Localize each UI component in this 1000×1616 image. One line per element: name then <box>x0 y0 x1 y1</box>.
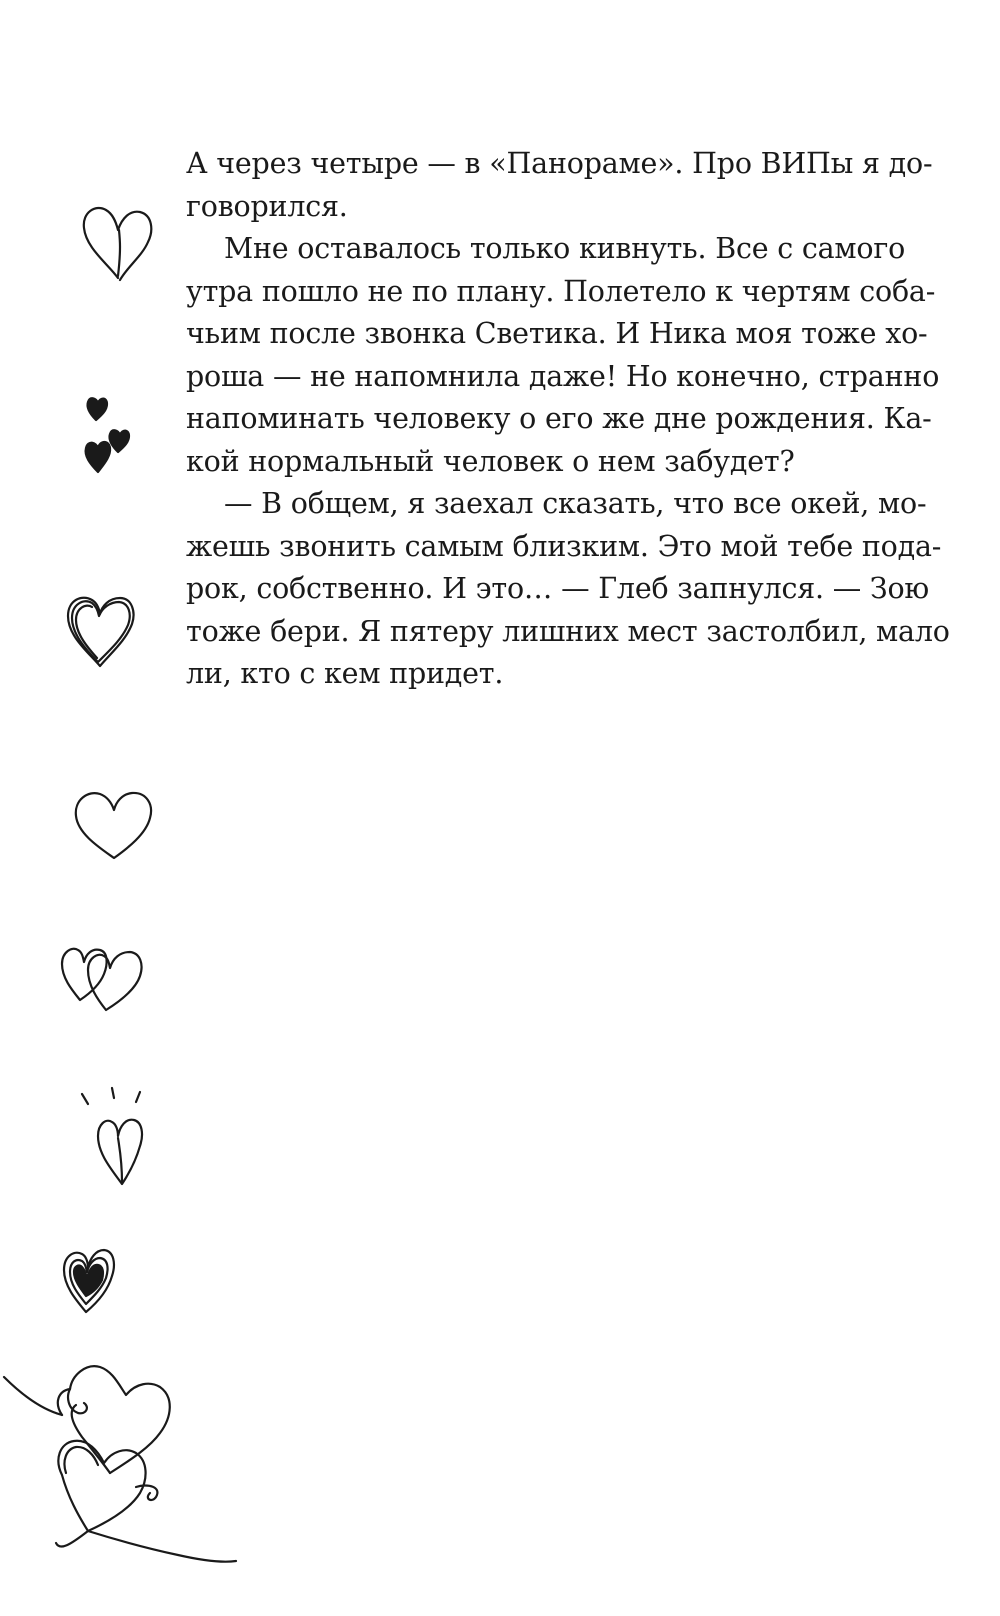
text-line: рок, собственно. И это… — Глеб запнулся. — Зою <box>186 572 930 605</box>
text-line: ли, кто с кем придет. <box>186 657 504 690</box>
double-stroke-heart-icon <box>62 590 138 672</box>
linked-hearts-string-icon <box>0 1355 240 1585</box>
scribble-filled-heart-icon <box>60 1240 118 1318</box>
text-line: кой нормальный человек о нем забудет? <box>186 444 795 478</box>
outline-heart-icon <box>72 788 156 864</box>
text-line: А через четыре — в «Панораме». Про ВИПы я до- <box>186 147 933 180</box>
three-small-filled-hearts-icon <box>80 394 140 478</box>
two-overlapping-hearts-icon <box>58 940 148 1016</box>
body-text <box>186 143 950 696</box>
outline-heart-icon <box>78 200 158 284</box>
text-line: говорился. <box>186 189 348 223</box>
text-line: жешь звонить самым близким. Это мой тебе пода- <box>186 529 942 563</box>
text-line: тоже бери. Я пятеру лишних мест застолбил, мало <box>186 614 950 648</box>
text-line: напоминать человеку о его же дне рождения. Ка- <box>186 402 932 435</box>
text-line: чьим после звонка Светика. И Ника моя тоже хо- <box>186 317 928 350</box>
text-line: — В общем, я заехал сказать, что все окей, мо- <box>224 487 927 520</box>
text-line: Мне оставалось только кивнуть. Все с самого <box>224 232 906 265</box>
text-line: роша — не напомнила даже! Но конечно, странно <box>186 359 940 393</box>
text-line: утра пошло не по плану. Полетело к чертям соба- <box>186 274 936 308</box>
heart-with-sparkle-lines-icon <box>76 1084 152 1192</box>
